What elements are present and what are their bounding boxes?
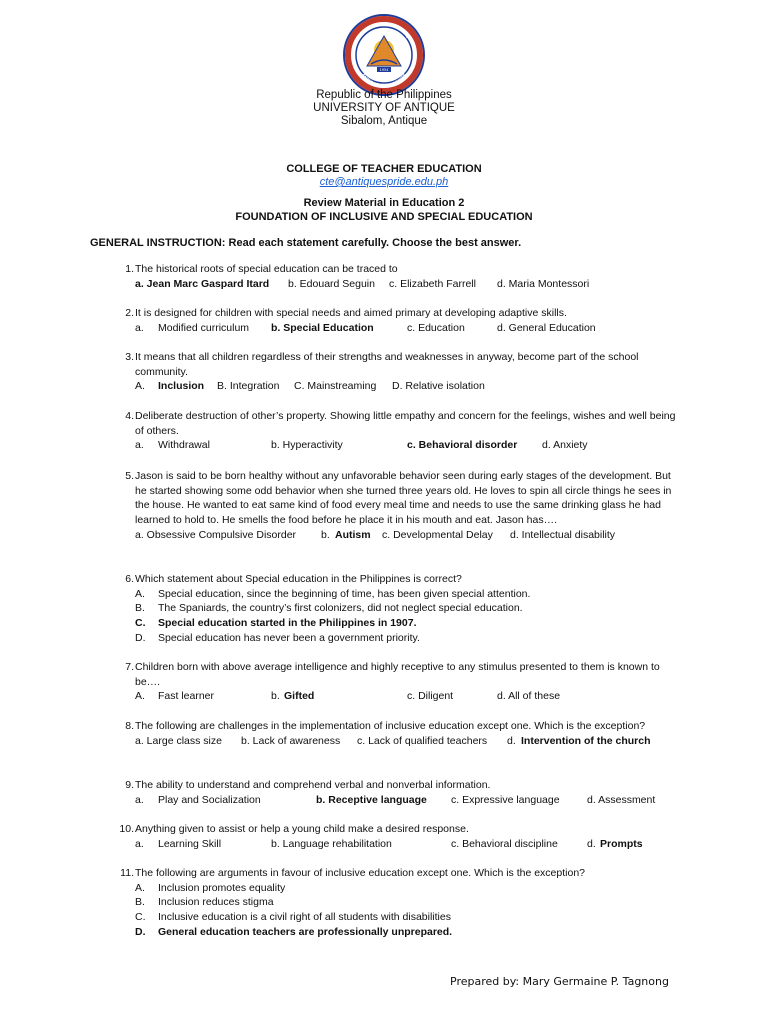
option-b: Gifted (284, 690, 315, 703)
option-d-letter: d. (507, 734, 516, 747)
option-c: c. Education (407, 321, 465, 334)
question-11 (114, 866, 684, 939)
header-line-3: Sibalom, Antique (340, 115, 428, 127)
option-d: D. Relative isolation (392, 380, 485, 393)
question-number: 3. (125, 351, 134, 363)
option-a-letter: a. (135, 439, 144, 452)
review-title: Review Material in Education 2 (303, 197, 465, 209)
option-d: d. Anxiety (542, 439, 588, 452)
option-c: c. Diligent (407, 690, 454, 703)
option-d: d. Maria Montessori (497, 277, 590, 290)
option-a: Play and Socialization (158, 793, 261, 806)
option-c: c. Developmental Delay (382, 528, 493, 541)
option-a-letter: A. (135, 380, 145, 393)
option-a: Inclusion (158, 380, 205, 393)
university-seal (343, 14, 425, 96)
option-b: B. Integration (217, 380, 280, 393)
question-1 (114, 262, 684, 291)
option-d: D. Special education has never been a government priority. (135, 631, 420, 644)
document-header (0, 89, 768, 128)
option-d: Intervention of the church (521, 734, 651, 747)
option-a: Learning Skill (158, 837, 222, 850)
question-text: The following are challenges in the implementation of inclusive education except one. Which is the exception? (135, 720, 646, 732)
option-b: b. Special Education (271, 321, 374, 334)
option-d: d. All of these (497, 690, 561, 703)
header-line-2: UNIVERSITY OF ANTIQUE (313, 102, 455, 114)
question-2 (114, 306, 684, 335)
option-c: c. Lack of qualified teachers (357, 734, 488, 747)
option-a: a. Large class size (135, 734, 222, 747)
seal-ring-text-top: UNIVERSITY OF ANTIQUE (353, 21, 415, 46)
college-email-link[interactable]: cte@antiquespride.edu.ph (319, 176, 449, 188)
option-b: B. The Spaniards, the country’s first colonizers, did not neglect special education. (135, 602, 523, 615)
question-text: It means that all children regardless of their strengths and weaknesses in anyway, become part of the school community. (135, 351, 639, 378)
option-c: c. Expressive language (451, 793, 560, 806)
question-number: 4. (125, 410, 134, 422)
option-a-letter: a. (135, 321, 144, 334)
question-number: 9. (125, 779, 134, 791)
header-line-1: Republic of the Philippines (316, 89, 452, 101)
question-text: The following are arguments in favour of inclusive education except one. Which is the exception? (135, 867, 586, 879)
option-a-letter: a. (135, 837, 144, 850)
option-c: c. Elizabeth Farrell (389, 277, 476, 290)
option-b-letter: b. (271, 690, 280, 703)
subject-title: FOUNDATION OF INCLUSIVE AND SPECIAL EDUCATION (235, 211, 533, 223)
option-b: b. Language rehabilitation (271, 837, 392, 850)
option-b: b. Lack of awareness (241, 734, 341, 747)
option-a: Fast learner (158, 690, 215, 703)
question-7 (114, 660, 684, 704)
option-a: a. Jean Marc Gaspard Itard (135, 277, 270, 290)
question-number: 5. (125, 470, 134, 482)
general-instruction: GENERAL INSTRUCTION: Read each statement carefully. Choose the best answer. (90, 237, 522, 249)
question-text: Anything given to assist or help a young child make a desired response. (135, 823, 469, 835)
question-text: Deliberate destruction of other’s property. Showing little empathy and concern for the feelings, wishes and well being of others. (135, 410, 676, 437)
question-5 (114, 469, 684, 543)
question-text: Children born with above average intelligence and highly receptive to any stimulus presented to them is known to be…. (135, 661, 660, 688)
question-number: 1. (125, 263, 134, 275)
question-4 (114, 409, 684, 453)
option-d: d. Assessment (587, 793, 656, 806)
question-text: The ability to understand and comprehend verbal and nonverbal information. (135, 779, 491, 791)
option-a: Modified curriculum (158, 321, 250, 334)
option-a: a. Obsessive Compulsive Disorder (135, 528, 297, 541)
option-a: A. Inclusion promotes equality (135, 881, 286, 894)
option-b: B. Inclusion reduces stigma (135, 896, 274, 909)
option-c: c. Behavioral disorder (407, 439, 518, 452)
question-10 (114, 822, 684, 851)
question-text: The historical roots of special education can be traced to (135, 263, 398, 275)
question-number: 10. (119, 823, 134, 835)
question-number: 11. (120, 867, 134, 879)
question-text: Jason is said to be born healthy without any unfavorable behavior seen during early stages of the development. But he started showing some odd behavior when she turned three years old. He loves to spin all circle things he sees in the house. He wanted to eat same kind of food every meal time and needs to use the same drinking glass he had learned to hold to. He smells the food before he place it in his mouth and eat. Jason has…. (135, 470, 672, 527)
option-d: Prompts (600, 837, 643, 850)
option-c: C. Special education started in the Philippines in 1907. (135, 617, 417, 630)
question-8 (114, 719, 684, 748)
option-b: b. Hyperactivity (271, 439, 343, 452)
option-b: Autism (335, 528, 371, 541)
option-b: b. Receptive language (316, 793, 427, 806)
college-name: COLLEGE OF TEACHER EDUCATION (286, 163, 482, 175)
option-d: D. General education teachers are professionally unprepared. (135, 925, 453, 938)
question-9 (114, 778, 684, 807)
option-a: Withdrawal (158, 439, 210, 452)
option-a: A. Special education, since the beginning of time, has been given special attention. (135, 587, 531, 600)
question-3 (114, 350, 684, 394)
option-c: C. Inclusive education is a civil right of all students with disabilities (135, 911, 451, 924)
seal-ring-text-bottom: ANTIQUE, PHILIPPINES (360, 72, 408, 89)
option-c: C. Mainstreaming (294, 380, 377, 393)
question-number: 6. (125, 573, 134, 585)
option-b: b. Edouard Seguin (288, 277, 375, 290)
question-number: 8. (125, 720, 134, 732)
question-number: 2. (125, 307, 134, 319)
question-6 (114, 572, 684, 645)
question-text: It is designed for children with special needs and aimed primary at developing adaptive skills. (135, 307, 567, 319)
option-c: c. Behavioral discipline (451, 837, 558, 850)
prepared-by-footer: Prepared by: Mary Germaine P. Tagnong (450, 975, 669, 988)
option-a-letter: a. (135, 793, 144, 806)
option-a-letter: A. (135, 690, 145, 703)
option-b-letter: b. (321, 528, 330, 541)
seal-year: 1954 (379, 68, 389, 72)
option-d-letter: d. (587, 837, 596, 850)
option-d: d. General Education (497, 321, 596, 334)
question-text: Which statement about Special education in the Philippines is correct? (135, 573, 462, 585)
option-d: d. Intellectual disability (510, 528, 616, 541)
question-number: 7. (125, 661, 134, 673)
